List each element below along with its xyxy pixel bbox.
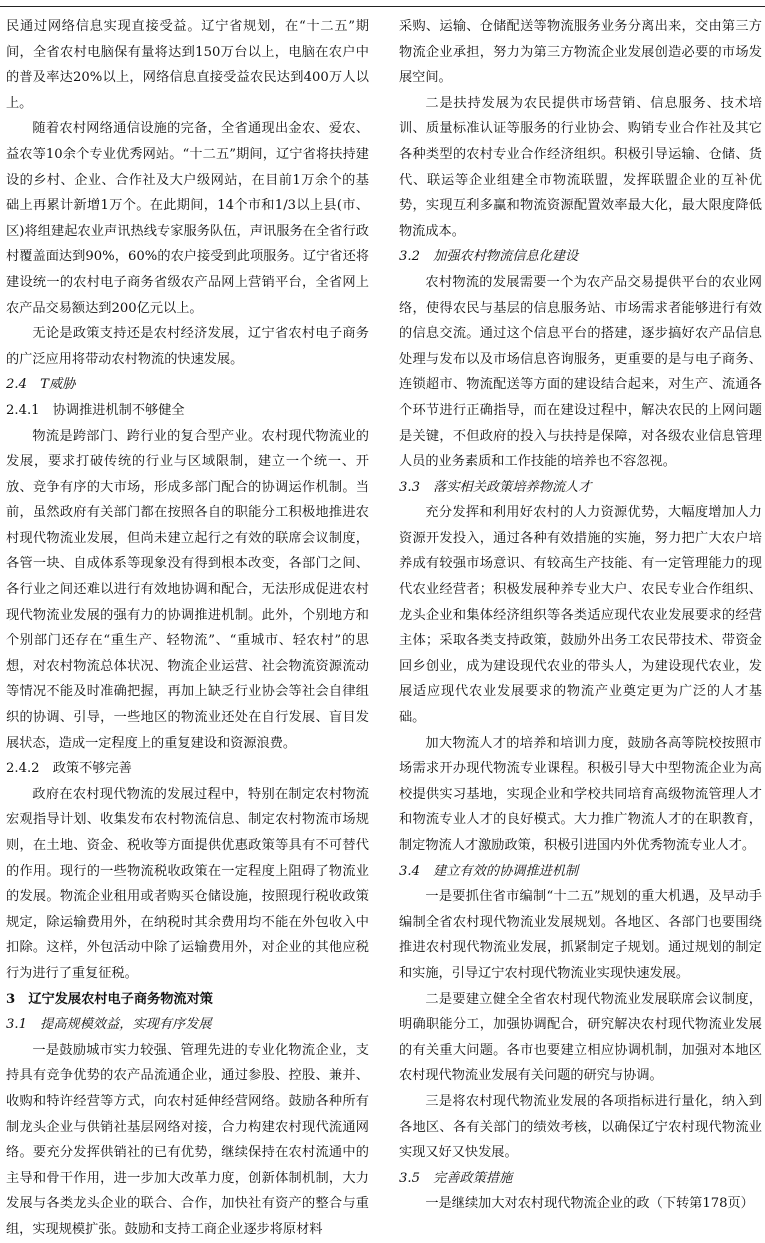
paragraph: 无论是政策支持还是农村经济发展，辽宁省农村电子商务的广泛应用将带动农村物流的快速发展。 [6, 326, 369, 367]
section-heading: 3.4 建立有效的协调推进机制 [399, 863, 579, 879]
section-heading: 3.1 提高规模效益，实现有序发展 [6, 1017, 212, 1033]
paragraph: 物流是跨部门、跨行业的复合型产业。农村现代物流业的发展，要求打破传统的行业与区域限制，建立一个统一、开放、竞争有序的大市场，形成多部门配合的协调运作机制。当前，虽然政府有关部门都在按照各自的职能分工积极地推进农村现代物流业发展，但尚未建立起行之有效的联席会议制度，各管一块、自成体系等现象没有得到根本改变，各部门之间、各行业之间还难以进行有效地协调和配合，无法形成促进农村现代物流业发展的强有力的协调推进机制。此外，个别地方和个别部门还存在“重生产、轻物流”、“重城市、轻农村”的思想，对农村物流总体状况、物流企业运营、社会物流资源流动等情况不能及时准确把握，再加上缺乏行业协会等社会自律组织的协调、引导，一些地区的物流业还处在自行发展、盲目发展状态，造成一定程度上的重复建设和资源浪费。 [6, 428, 369, 751]
paragraph: 一是继续加大对农村现代物流企业的政（下转第178页） [425, 1196, 754, 1212]
section-heading: 2.4.1 协调推进机制不够健全 [6, 402, 185, 418]
header-rule [0, 6, 765, 7]
paragraph: 一是要抓住省市编制“十二五”规划的重大机遇，及早动手编制全省农村现代物流业发展规划。各地区、各部门也要围绕推进农村现代物流业发展，抓紧制定子规划。通过规划的制定和实施，引导辽宁农村现代物流业实现快速发展。 [399, 889, 762, 981]
paragraph: 随着农村网络通信设施的完备，全省通现出金农、爱农、益农等10余个专业优秀网站。“十二五”期间，辽宁省将扶持建设的乡村、企业、合作社及大户级网站，在目前1万余个的基础上再累计新增1万个。在此期间，14个市和1/3以上县(市、区)将组建起农业声讯热线专家服务队伍，声讯服务在全省行政村覆盖面达到90%，60%的农户接受到此项服务。辽宁省还将建设统一的农村电子商务省级农产品网上营销平台，全省网上农产品交易额达到200亿元以上。 [6, 121, 369, 316]
section-heading: 2.4 T威胁 [6, 377, 76, 393]
section-heading: 3.5 完善政策措施 [399, 1170, 513, 1186]
paragraph: 采购、运输、仓储配送等物流服务业务分离出来，交由第三方物流企业承担，努力为第三方物流企业发展创造必要的市场发展空间。 [399, 19, 762, 86]
section-heading: 3.2 加强农村物流信息化建设 [399, 249, 579, 265]
paragraph: 充分发挥和利用好农村的人力资源优势，大幅度增加人力资源开发投入，通过各种有效措施的实施，努力把广大农户培养成有较强市场意识、有较高生产技能、有一定管理能力的现代农业经营者；积极发展种养专业大户、农民专业合作组织、龙头企业和集体经济组织等各类适应现代农业发展要求的经营主体；采取各类支持政策，鼓励外出务工农民带技术、带资金回乡创业，成为建设现代农业的带头人，为建设现代农业，发展适应现代农业发展要求的物流产业奠定更为广泛的人才基础。 [399, 505, 762, 726]
paragraph: 农村物流的发展需要一个为农产品交易提供平台的农业网络，使得农民与基层的信息服务站、市场需求者能够进行有效的信息交流。通过这个信息平台的搭建，逐步搞好农产品信息处理与发布以及市场信息咨询服务，更重要的是与电子商务、连锁超市、物流配送等方面的建设结合起来，对生产、流通各个环节进行正确指导，而在建设过程中，解决农民的上网问题是关键，不但政府的投入与扶持是保障，对各级农业信息管理人员的业务素质和工作技能的培养也不容忽视。 [399, 274, 762, 470]
paragraph: 政府在农村现代物流的发展过程中，特别在制定农村物流宏观指导计划、收集发布农村物流信息、制定农村物流市场规则，在土地、资金、税收等方面提供优惠政策等具有不可替代的作用。现行的一些物流税收政策在一定程度上阻碍了物流业的发展。物流企业租用或者购买仓储设施，按照现行税收政策规定，除运输费用外，在纳税时其余费用均不能在外包收入中扣除。这样，外包活动中除了运输费用外，对企业的其他应税行为进行了重复征税。 [6, 786, 369, 981]
paragraph: 一是鼓励城市实力较强、管理先进的专业化物流企业，支持具有竞争优势的农产品流通企业，通过参股、控股、兼并、收购和特许经营等方式，向农村延伸经营网络。鼓励各种所有制龙头企业与供销社基层网络对接，合力构建农村现代流通网络。要充分发挥供销社的已有优势，继续保持在农村流通中的主导和骨干作用，进一步加大改革力度，创新体制机制，大力发展与各类龙头企业的联合、合作，加快社有资产的整合与重组，实现规模扩张。鼓励和支持工商企业逐步将原材料 [6, 1042, 369, 1237]
section-heading: 2.4.2 政策不够完善 [6, 761, 132, 777]
paragraph: 民通过网络信息实现直接受益。辽宁省规划，在“十二五”期间，全省农村电脑保有量将达到150万台以上，电脑在农户中的普及率达20%以上，网络信息直接受益农民达到400万人以上。 [6, 19, 369, 111]
paragraph: 三是将农村现代物流业发展的各项指标进行量化，纳入到各地区、各有关部门的绩效考核，以确保辽宁农村现代物流业实现又好又快发展。 [399, 1093, 762, 1161]
paragraph: 二是要建立健全全省农村现代物流业发展联席会议制度，明确职能分工，加强协调配合，研究解决农村现代物流业发展的有关重大问题。各市也要建立相应协调机制，加强对本地区农村现代物流业发展有关问题的研究与协调。 [399, 991, 762, 1084]
paragraph: 加大物流人才的培养和培训力度，鼓励各高等院校按照市场需求开办现代物流专业课程。积极引导大中型物流企业为高校提供实习基地，实现企业和学校共同培育高级物流管理人才和物流专业人才的良好模式。大力推广物流人才的在职教育，制定物流人才激励政策，积极引进国内外优秀物流专业人才。 [399, 735, 762, 853]
section-heading: 3 辽宁发展农村电子商务物流对策 [6, 991, 213, 1007]
section-heading: 3.3 落实相关政策培养物流人才 [399, 479, 592, 495]
paragraph: 二是扶持发展为农民提供市场营销、信息服务、技术培训、质量标准认证等服务的行业协会、购销专业合作社及其它各种类型的农村专业合作经济组织。积极引导运输、仓储、货代、联运等企业组建全市物流联盟，发挥联盟企业的互补优势，实现互利多赢和物流资源配置效率最大化，最大限度降低物流成本。 [399, 95, 762, 239]
right-column [399, 14, 762, 1217]
left-column [6, 14, 369, 1243]
